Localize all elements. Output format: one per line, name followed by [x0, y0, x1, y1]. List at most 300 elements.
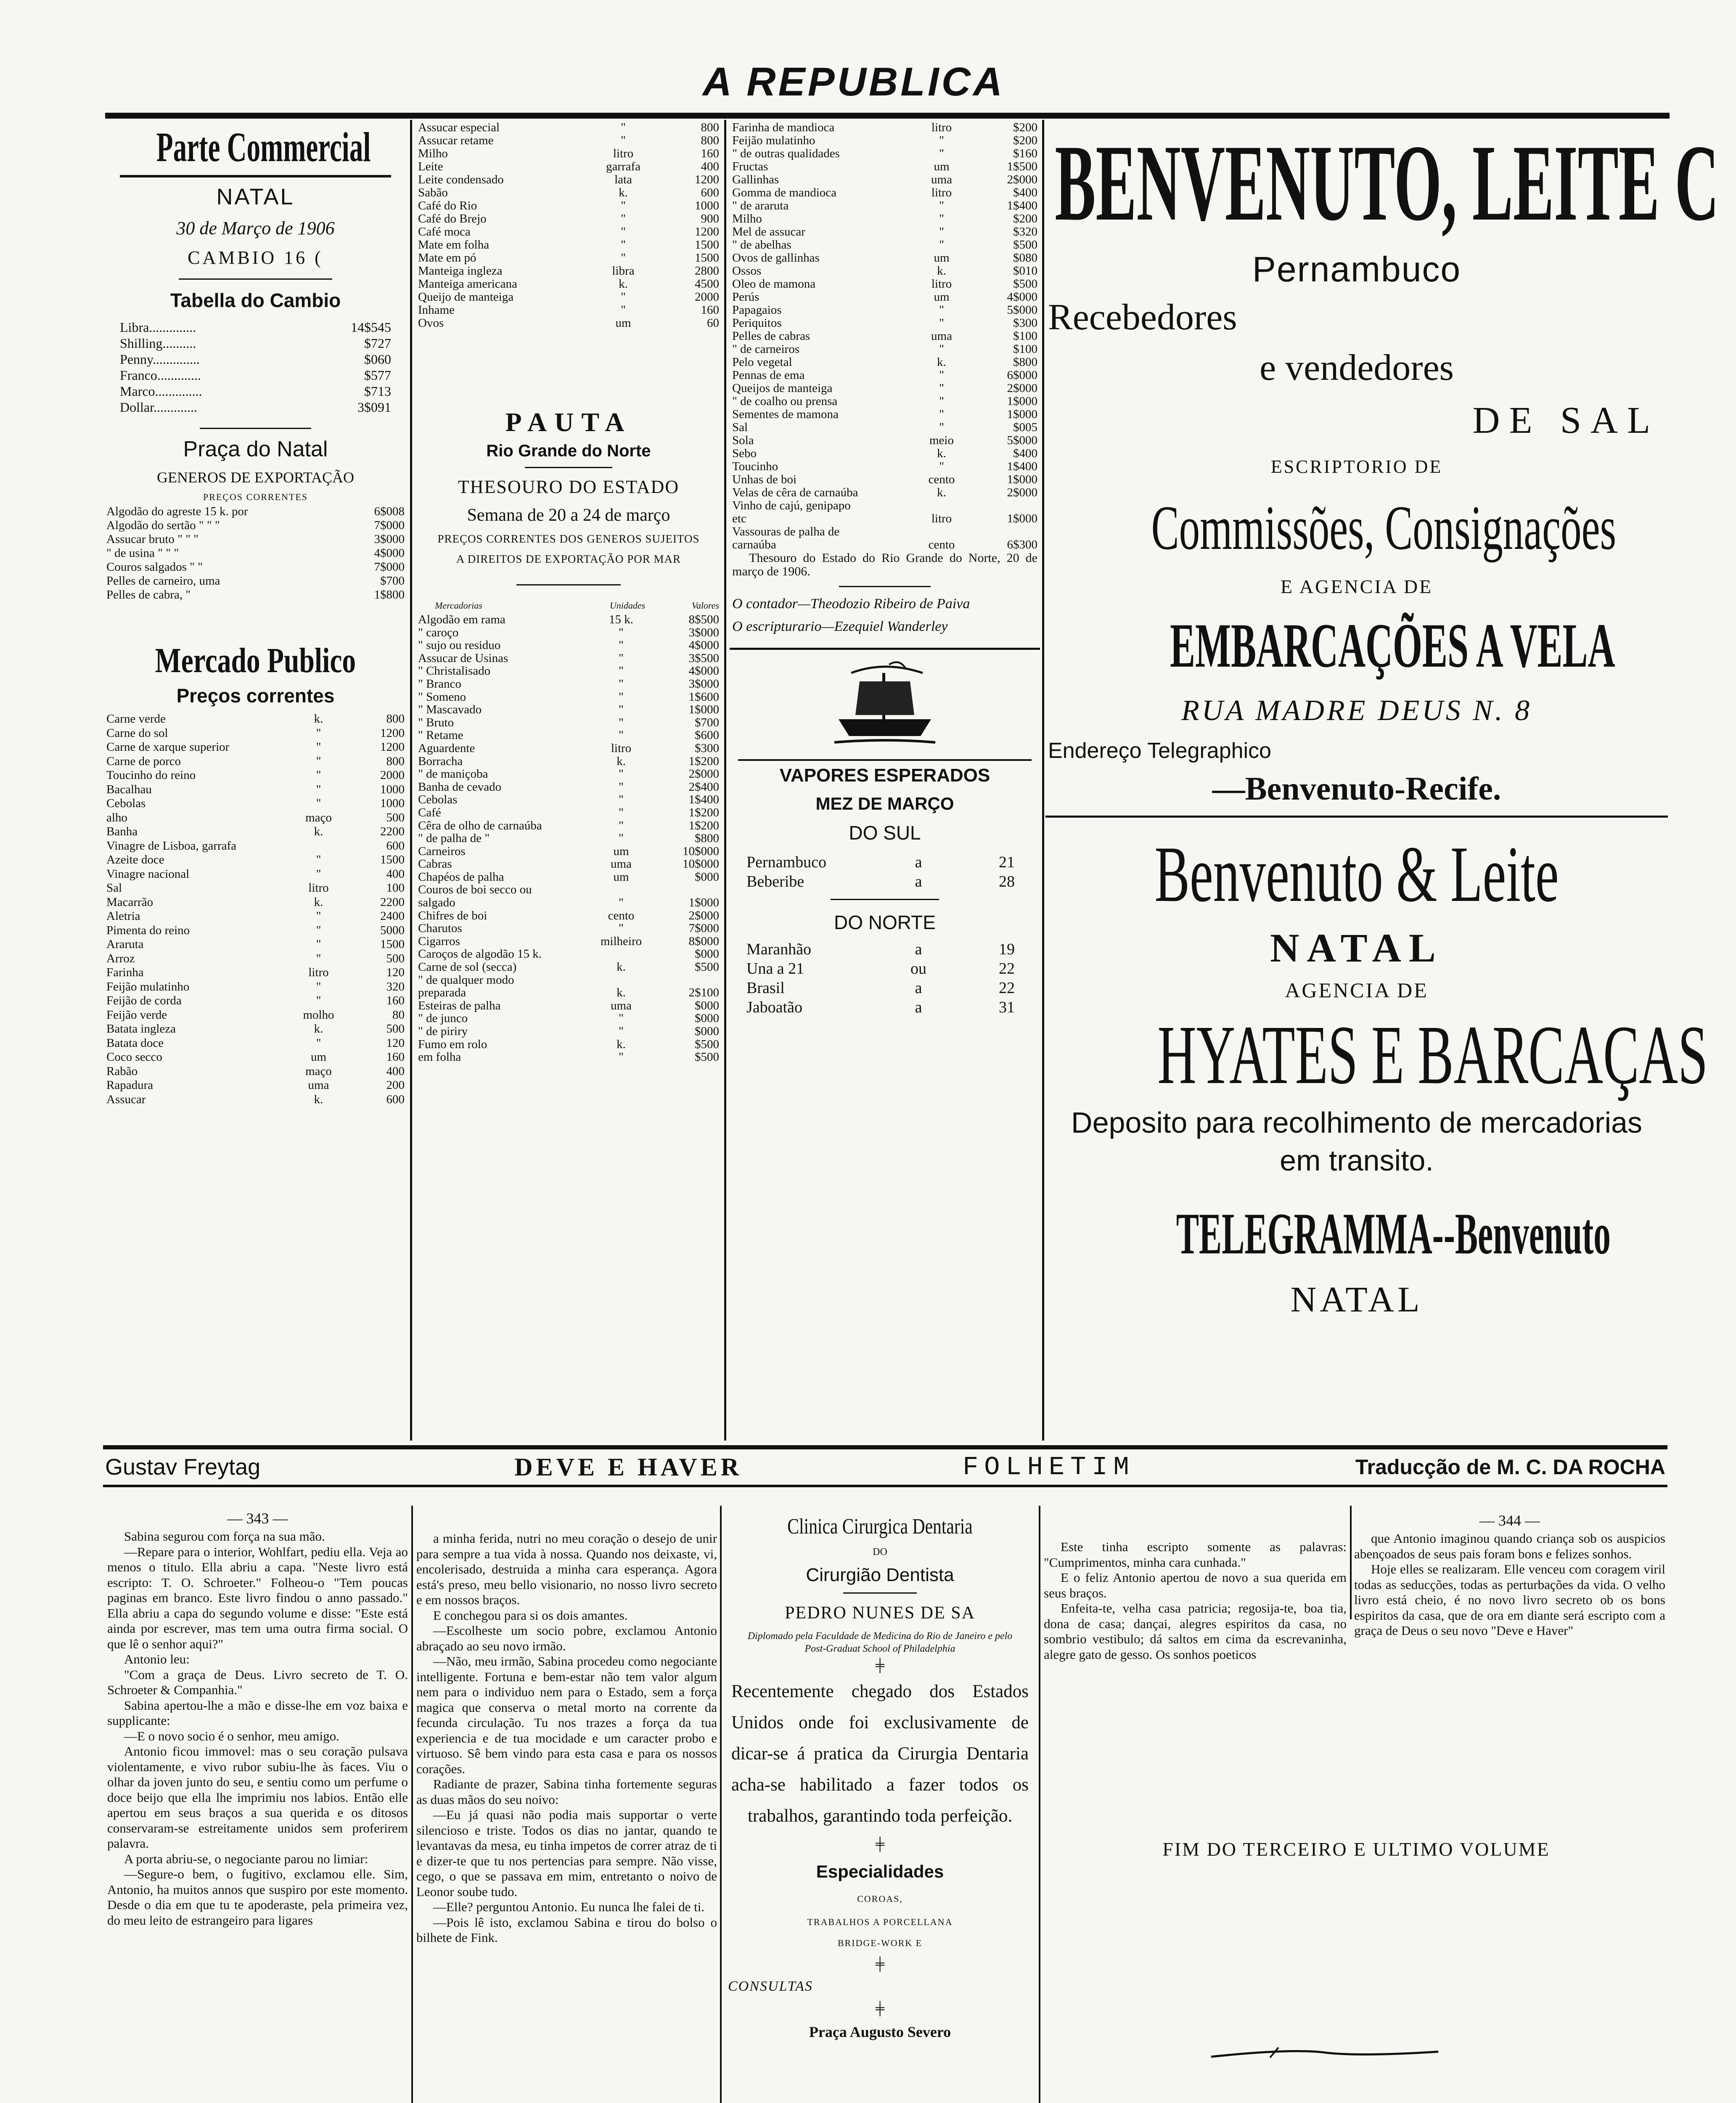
price-row [732, 238, 1037, 252]
price-value: 1$500 [1007, 160, 1037, 173]
price-row [418, 225, 719, 238]
price-item: Bacalhau [106, 782, 152, 796]
price-item: Assucar de Usinas [418, 651, 508, 665]
price-row [106, 560, 405, 574]
price-unit: " [939, 408, 944, 421]
price-unit: maço [305, 810, 332, 824]
price-row [418, 1038, 719, 1051]
price-item: Fructas [732, 160, 768, 173]
price-item: Leite condensado [418, 173, 504, 186]
ad-agencia: E AGENCIA DE [1280, 576, 1433, 597]
price-unit: " [939, 395, 944, 408]
price-item: Mel de assucar [732, 225, 805, 238]
price-value: 7$000 [374, 519, 405, 532]
price-unit: " [939, 421, 944, 434]
clinic-divider-icon: ╪ [875, 1658, 885, 1672]
price-row [418, 238, 719, 252]
price-row [106, 755, 405, 769]
price-row [106, 505, 405, 519]
price-item: Papagaios [732, 303, 782, 317]
price-item: Ossos [732, 264, 762, 278]
price-value: 1200 [380, 726, 405, 740]
price-row [418, 961, 719, 974]
folhetim-rule-bottom [103, 1485, 1667, 1487]
price-value: $700 [380, 574, 405, 588]
price-item: alho [106, 810, 127, 824]
price-value: 400 [386, 867, 405, 881]
price-item: Leite [418, 160, 443, 173]
price-row [732, 134, 1037, 147]
price-row [106, 867, 405, 882]
price-unit: " [621, 290, 626, 304]
price-row [732, 356, 1037, 369]
price-value: 900 [701, 212, 719, 225]
price-unit: k. [314, 825, 323, 838]
price-unit: k. [617, 1037, 626, 1051]
price-item: Unhas de boi [732, 473, 797, 486]
ad-natal: NATAL [1270, 925, 1443, 970]
schedule-sep: ou [910, 960, 926, 977]
price-row [106, 1008, 405, 1022]
price-value: 6$008 [374, 505, 405, 518]
paragraph: —Eu já quasi não podia mais supportar o verte silencioso e triste. Todos os dias no jantar, quando te levantavas da mesa, eu tinha impetos de correr atraz de ti e dizer-te que tu nos pertencias para sempre. Não visse, cego, o que se passava em mim, entretanto o noivo de Leonor soube tudo. [416, 1807, 717, 1899]
price-value: 2000 [380, 768, 405, 782]
price-unit: " [316, 994, 321, 1007]
price-row [732, 499, 1037, 512]
price-value: 2$000 [688, 767, 719, 781]
price-item: Velas de cêra de carnaúba [732, 486, 858, 499]
price-value: $800 [1013, 355, 1037, 369]
price-value: 160 [701, 147, 719, 160]
price-item: Couros salgados " " [106, 560, 203, 574]
ship-name: Una a 21 [746, 960, 804, 977]
price-item: Feijão mulatinho [732, 134, 815, 147]
price-row [732, 330, 1037, 343]
paragraph: —E o novo socio é o senhor, meu amigo. [124, 1728, 339, 1743]
price-row [732, 252, 1037, 265]
price-item: Chapéos de palha [418, 870, 504, 884]
price-value: 2000 [695, 290, 719, 304]
thesouro-closing: Thesouro do Estado do Rio Grande do Norte, 20 de março de 1906. [732, 551, 1037, 578]
price-value: 7$000 [374, 560, 405, 574]
price-unit: garrafa [606, 160, 641, 173]
price-value: 1$000 [1007, 473, 1037, 486]
price-row [120, 319, 391, 335]
price-value: 1$200 [688, 754, 719, 768]
price-unit: k. [314, 895, 323, 909]
price-row [418, 716, 719, 729]
folhetim-text-5 [1354, 1531, 1665, 1639]
price-value: 100 [386, 881, 405, 895]
schedule-day: 28 [999, 873, 1015, 890]
price-unit: " [621, 121, 626, 134]
contador-signature: O contador—Theodozio Ribeiro de Paiva [732, 596, 970, 612]
paragraph: Sabina apertou-lhe a mão e disse-lhe em voz baixa e supplicante: [107, 1698, 408, 1728]
price-row [418, 1051, 719, 1064]
price-item: " Someno [418, 690, 466, 704]
price-value: 1$000 [1007, 408, 1037, 421]
price-value: 5$000 [1007, 434, 1037, 447]
header-mercadorias: Mercadorias [435, 600, 482, 611]
price-item: Vassouras de palha de [732, 525, 840, 538]
price-unit: litro [308, 966, 329, 979]
price-item: Batata ingleza [106, 1022, 176, 1036]
folhetim-label: FOLHETIM [963, 1452, 1135, 1482]
price-item: Gomma de mandioca [732, 186, 837, 199]
price-value: 200 [386, 1078, 405, 1092]
price-row [418, 896, 719, 909]
price-item: salgado [418, 896, 455, 910]
exchange-table-title: Tabella do Cambio [170, 289, 341, 311]
price-row [106, 895, 405, 910]
export-prices [103, 505, 408, 602]
price-row [418, 909, 719, 922]
price-value: $320 [1013, 225, 1037, 238]
price-item: Pelles de cabras [732, 329, 810, 343]
price-row [732, 421, 1037, 434]
price-value: 800 [701, 134, 719, 147]
price-row [732, 173, 1037, 186]
price-unit: " [619, 677, 624, 691]
price-value: 800 [701, 121, 719, 134]
column-rule [410, 120, 412, 1441]
price-unit: " [621, 251, 626, 265]
price-row [106, 909, 405, 924]
price-value: 3$091 [357, 400, 391, 415]
ad-agencia-2: AGENCIA DE [1285, 978, 1429, 1002]
price-unit: k. [619, 277, 628, 291]
price-item: Algodão do sertão " " " [106, 519, 220, 532]
ship-name: Maranhão [746, 940, 812, 958]
price-row [106, 519, 405, 532]
price-unit: litro [931, 512, 952, 525]
folhetim-rule-top [103, 1445, 1667, 1449]
paragraph: —Segure-o bem, o fugitivo, exclamou elle. Sim, Antonio, ha muitos annos que suspiro por este momento. Desde o dia em que tu te apoderaste, pela primeira vez, do meu leito de estrangeiro para ligares [107, 1867, 408, 1928]
commercial-column [103, 122, 408, 1443]
price-value: 800 [386, 712, 405, 726]
price-item: " Branco [418, 677, 461, 691]
price-item: Carne de porco [106, 754, 181, 768]
price-row [732, 538, 1037, 551]
price-item: " Mascavado [418, 703, 482, 717]
column-rule [1042, 120, 1044, 1441]
folhetim-text-4 [1044, 1539, 1347, 1662]
price-item: " caroço [418, 625, 459, 639]
price-row [732, 369, 1037, 382]
price-value: 2$100 [688, 986, 719, 1000]
ship-name: Beberibe [746, 873, 804, 890]
paragraph: Sabina segurou com força na sua mão. [124, 1529, 325, 1544]
price-row [106, 1050, 405, 1065]
price-unit: k. [617, 986, 626, 1000]
price-item: Fumo em rolo [418, 1037, 487, 1051]
price-item: Milho [418, 147, 448, 160]
price-value: $080 [1013, 251, 1037, 265]
clinic-dentista: Cirurgião Dentista [806, 1565, 954, 1585]
price-item: Chifres de boi [418, 908, 487, 922]
price-value: $400 [1013, 186, 1037, 199]
price-unit: " [619, 1025, 624, 1038]
ad-recebedores: Recebedores [1048, 297, 1237, 338]
price-row [106, 811, 405, 825]
price-value: $713 [364, 384, 391, 399]
price-item: Vinagre de Lisboa, garrafa [106, 839, 237, 853]
paragraph: Antonio ficou immovel: mas o seu coração pulsava violentamente, e vivo rubor subiu-lhe às faces. Viu o olhar da joven junto do seu, e sentiu como um perfume o doce beijo que ella lhe imprimiu nos labios. Então elle apertou em seus braços a sua querida e os ditosos conservaram-se estreitamente unidos sem proferirem palavra. [107, 1744, 408, 1851]
price-value: 320 [386, 980, 405, 993]
price-row [120, 335, 391, 351]
price-row [732, 278, 1037, 291]
price-value: $727 [364, 336, 391, 351]
price-item: Queijo de manteiga [418, 290, 514, 304]
price-row [106, 1036, 405, 1051]
price-row [732, 317, 1037, 330]
price-unit: um [310, 1050, 327, 1064]
price-value: 10$000 [683, 844, 719, 858]
price-row [120, 351, 391, 367]
price-row [106, 574, 405, 588]
schedule-sep: a [915, 979, 922, 997]
price-value: $400 [1013, 447, 1037, 460]
price-item: Vinho de cajú, genipapo [732, 499, 851, 512]
price-item: " de palha de " [418, 832, 490, 845]
pauta-description: PREÇOS CORRENTES DOS GENEROS SUJEITOS A DIREITOS DE EXPORTAÇÃO POR MAR [437, 532, 700, 565]
price-item: Manteiga ingleza [418, 264, 503, 278]
price-item: Carne de sol (secca) [418, 960, 517, 974]
ad-deposito: Deposito para recolhimento de mercadorias em transito. [1071, 1106, 1642, 1177]
price-value: 2200 [380, 895, 405, 909]
price-row [732, 343, 1037, 356]
benvenuto-advertisement [1045, 120, 1719, 1441]
price-item: Caroços de algodão 15 k. [418, 947, 542, 961]
price-value: 1$000 [688, 703, 719, 717]
price-row [732, 525, 1037, 538]
ship-name: Brasil [746, 979, 785, 997]
ad-address: RUA MADRE DEUS N. 8 [1181, 694, 1532, 727]
price-value: 2$000 [688, 908, 719, 922]
dental-clinic-ad [725, 1510, 1035, 2103]
price-value: 160 [386, 994, 405, 1007]
price-row [418, 186, 719, 199]
price-value: 2$000 [1007, 381, 1037, 395]
price-value: $000 [695, 870, 719, 884]
price-value: 1000 [695, 199, 719, 212]
price-row [418, 173, 719, 186]
schedule-row [746, 998, 1015, 1017]
price-row [418, 278, 719, 291]
price-unit: " [939, 460, 944, 473]
sul-schedule [730, 848, 1040, 891]
price-row [418, 729, 719, 742]
cambio-rate: CAMBIO 16 ( [188, 247, 323, 268]
price-unit [590, 948, 653, 961]
price-unit: " [619, 728, 624, 742]
price-row [732, 382, 1037, 395]
price-item: Couros de boi secco ou [418, 883, 532, 897]
folhetim-col4 [1044, 1539, 1347, 1662]
price-item: etc [732, 512, 746, 525]
price-unit: milheiro [600, 934, 642, 948]
col3-column [730, 121, 1040, 1442]
price-value: $000 [695, 947, 719, 961]
mercado-subtitle: Preços correntes [176, 685, 335, 707]
price-unit: " [619, 638, 624, 652]
price-item: preparada [418, 986, 466, 1000]
price-unit: " [619, 818, 624, 832]
price-row [418, 999, 719, 1012]
price-unit: " [939, 368, 944, 382]
price-item: Araruta [106, 938, 144, 951]
price-unit: litro [611, 741, 632, 755]
price-value: $300 [1013, 316, 1037, 330]
ad-endereco: Endereço Telegraphico [1048, 739, 1271, 763]
price-value: 5$000 [1007, 303, 1037, 317]
price-value: $000 [695, 999, 719, 1012]
ad-hyates: HYATES E BARCAÇAS [1157, 1009, 1708, 1102]
price-value: 2200 [380, 825, 405, 838]
col2-prices [415, 121, 722, 330]
price-item: Aguardente [418, 741, 475, 755]
price-unit: um [934, 290, 950, 304]
price-value: 3$000 [374, 532, 405, 546]
price-item: Café do Rio [418, 199, 477, 212]
price-unit: " [939, 303, 944, 317]
clinic-especialidades: Especialidades [816, 1862, 944, 1881]
price-item: " de qualquer modo [418, 973, 514, 987]
price-row [106, 994, 405, 1008]
price-value: 1$000 [1007, 512, 1037, 525]
price-item: Milho [732, 212, 762, 225]
price-value: $500 [1013, 238, 1037, 252]
price-unit: um [934, 251, 950, 265]
price-value: $200 [1013, 212, 1037, 225]
export-subtitle: PREÇOS CORRENTES [203, 492, 308, 502]
price-unit: " [619, 715, 624, 729]
price-row [106, 768, 405, 783]
price-row [418, 832, 719, 845]
price-row [418, 160, 719, 173]
price-unit: k. [937, 355, 946, 369]
price-item: Penny.............. [120, 352, 200, 367]
price-item: Feijão mulatinho [106, 980, 190, 993]
price-row [732, 395, 1037, 408]
clinic-divider-icon: ╪ [875, 2002, 885, 2016]
price-unit: " [316, 740, 321, 754]
price-item: Charutos [418, 922, 462, 935]
price-value: 1500 [380, 938, 405, 951]
price-item: Pennas de ema [732, 368, 805, 382]
price-row [732, 460, 1037, 473]
price-item: Queijos de manteiga [732, 381, 833, 395]
price-value: $060 [364, 352, 391, 367]
price-row [106, 839, 405, 853]
price-item: em folha [418, 1050, 461, 1064]
price-unit: " [939, 316, 944, 330]
price-value: $010 [1013, 264, 1037, 278]
paragraph: Hoje elles se realizaram. Elle venceu com coragem viril todas as seducções, todas as perturbações da vida. O velho livro está cheio, é no novo livro secreto ob os bons espiritos da casa, que de ora em diante será escripto com a graça de Deus o seu novo "Deve e Haver" [1354, 1562, 1665, 1638]
paragraph: —Escolheste um socio pobre, exclamou Antonio abraçado ao seu novo irmão. [416, 1623, 717, 1653]
masthead-title: A REPUBLICA [702, 59, 1005, 104]
schedule-day: 22 [999, 960, 1015, 977]
price-unit: " [621, 212, 626, 225]
paragraph: Este tinha escripto somente as palavras: "Cumprimentos, minha cara cunhada." [1044, 1539, 1347, 1570]
price-row [418, 922, 719, 935]
price-value: 2800 [695, 264, 719, 278]
price-value: 7$000 [688, 922, 719, 935]
price-value: 1$000 [1007, 395, 1037, 408]
price-item: " sujo ou residuo [418, 638, 501, 652]
price-unit: cento [928, 538, 955, 551]
price-unit: " [316, 867, 321, 881]
price-row [418, 703, 719, 716]
price-value: 8$000 [688, 934, 719, 948]
price-unit: k. [617, 754, 626, 768]
price-unit: k. [314, 1022, 323, 1036]
price-value: $000 [695, 1025, 719, 1038]
price-item: Sebo [732, 447, 757, 460]
price-unit: " [619, 896, 624, 910]
price-item: Libra.............. [120, 320, 196, 335]
price-value: 120 [386, 966, 405, 979]
price-item: Algodão do agreste 15 k. por [106, 505, 248, 518]
price-item: Sementes de mamona [732, 408, 839, 421]
price-unit: um [934, 160, 950, 173]
price-value: 1$400 [688, 793, 719, 807]
price-value: 3$500 [688, 651, 719, 665]
tesouro-heading: THESOURO DO ESTADO [458, 477, 680, 497]
price-item: Esteiras de palha [418, 999, 501, 1012]
price-item: Café [418, 805, 441, 819]
price-row [418, 652, 719, 665]
price-value: 4$000 [1007, 290, 1037, 304]
price-item: Oleo de mamona [732, 277, 816, 291]
price-row [418, 948, 719, 961]
folhetim-col2 [416, 1531, 717, 2103]
price-row [106, 881, 405, 895]
price-row [732, 225, 1037, 238]
price-unit: " [939, 212, 944, 225]
price-value: 1200 [695, 225, 719, 238]
folhetim-col1 [107, 1508, 408, 2103]
price-unit: " [621, 199, 626, 212]
price-value: 4$000 [688, 664, 719, 678]
price-value: $500 [1013, 277, 1037, 291]
price-value [974, 525, 1037, 538]
price-row [106, 532, 405, 546]
price-item: Aletria [106, 909, 140, 923]
price-item: Carne de xarque superior [106, 740, 230, 754]
price-value: 1500 [695, 238, 719, 252]
paragraph: Radiante de prazer, Sabina tinha fortemente seguras as duas mãos do seu noivo: [416, 1777, 717, 1807]
pauta-subtitle: Rio Grande do Norte [486, 442, 651, 460]
price-value: 1500 [695, 251, 719, 265]
price-unit: " [316, 853, 321, 866]
price-item: Banha [106, 825, 138, 838]
price-row [732, 447, 1037, 460]
paragraph: —Repare para o interior, Wohlfart, pediu ella. Veja ao menos o titulo. Ella abriu a capa. "Neste livro está escripto: T. O. Schroeter." Folheou-o "Tem poucas paginas em branco. Este livro findou o anno passado." Ella abriu a capa do segundo volume e disse: "Este está ainda por escrever, mas tem uma outra firma social. O que lê o senhor aqui?" [107, 1544, 408, 1651]
ad-de-sal-wrap [1045, 393, 1668, 448]
ad-city: Pernambuco [1252, 249, 1461, 289]
mez-title: MEZ DE MARÇO [815, 794, 954, 813]
price-unit: " [619, 780, 624, 794]
price-item: " de carneiros [732, 342, 799, 356]
pauta-table [415, 613, 722, 1064]
ad-natal-2: NATAL [1290, 1279, 1423, 1319]
schedule-day: 19 [999, 940, 1015, 958]
price-row [732, 147, 1037, 160]
price-row [418, 304, 719, 317]
price-row [418, 147, 719, 160]
price-unit: um [613, 844, 629, 858]
